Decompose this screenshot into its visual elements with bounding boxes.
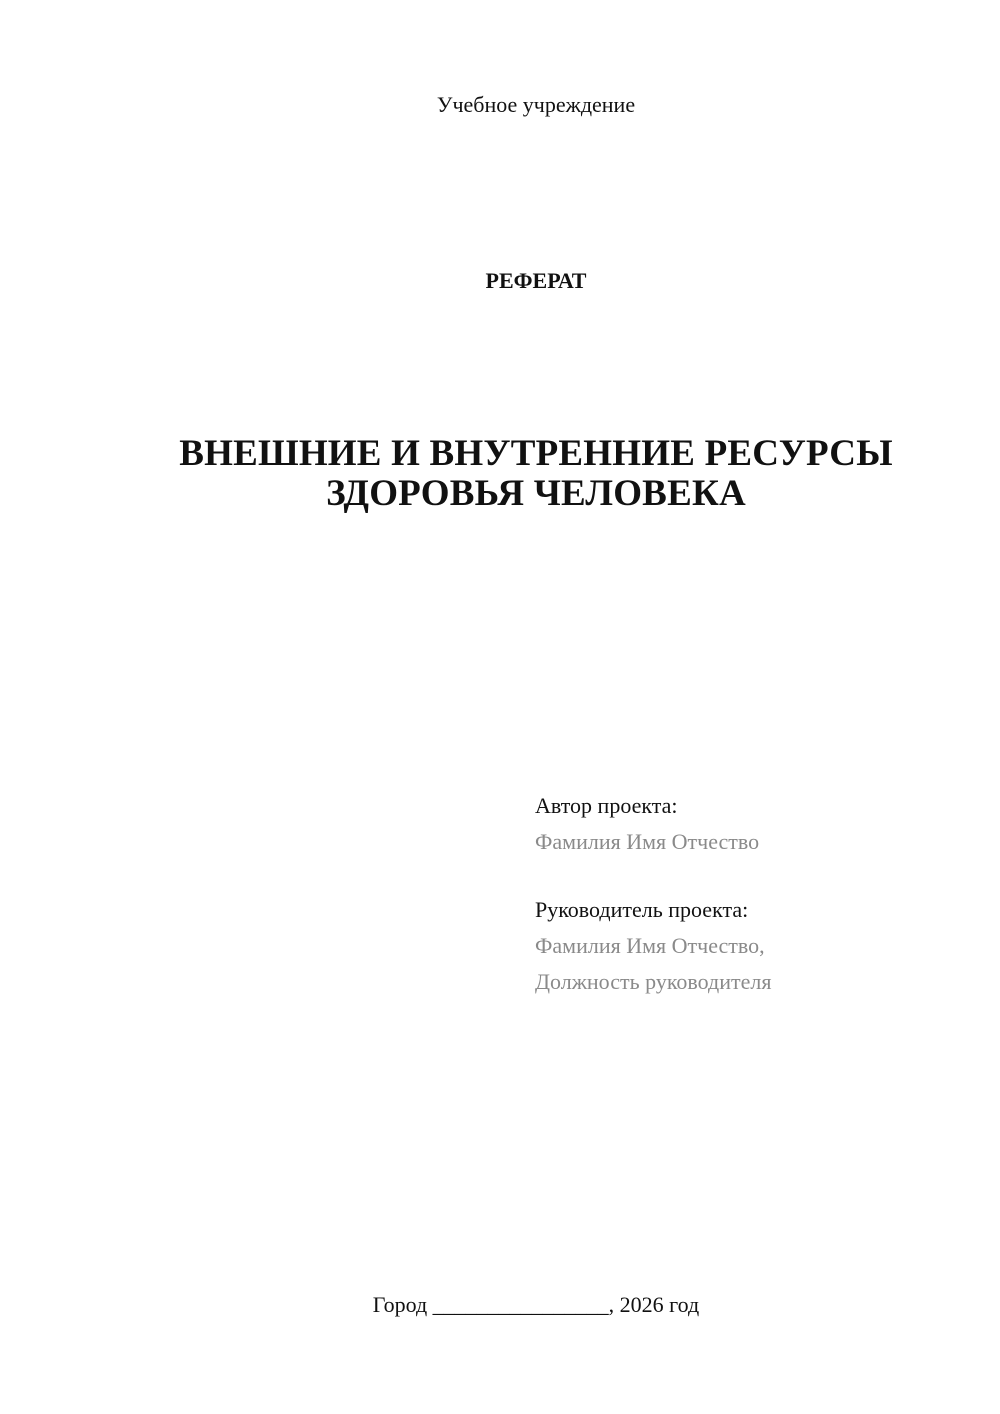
supervisor-position: Должность руководителя: [535, 969, 772, 994]
credits-spacer: [535, 860, 975, 892]
city-year-line: Город ________________, 2026 год: [372, 1292, 700, 1317]
supervisor-label: Руководитель проекта:: [535, 897, 749, 922]
author-label: Автор проекта:: [535, 793, 678, 818]
document-title: [0, 434, 1000, 514]
title-line-2: ЗДОРОВЬЯ ЧЕЛОВЕКА: [326, 473, 746, 514]
title-line-1: ВНЕШНИЕ И ВНУТРЕННИЕ РЕСУРСЫ: [179, 433, 893, 474]
credits-block: [535, 788, 975, 1000]
supervisor-name: Фамилия Имя Отчество,: [535, 933, 765, 958]
author-name: Фамилия Имя Отчество: [535, 829, 760, 854]
institution-name: Учебное учреждение: [436, 92, 636, 117]
document-type: РЕФЕРАТ: [485, 268, 587, 293]
